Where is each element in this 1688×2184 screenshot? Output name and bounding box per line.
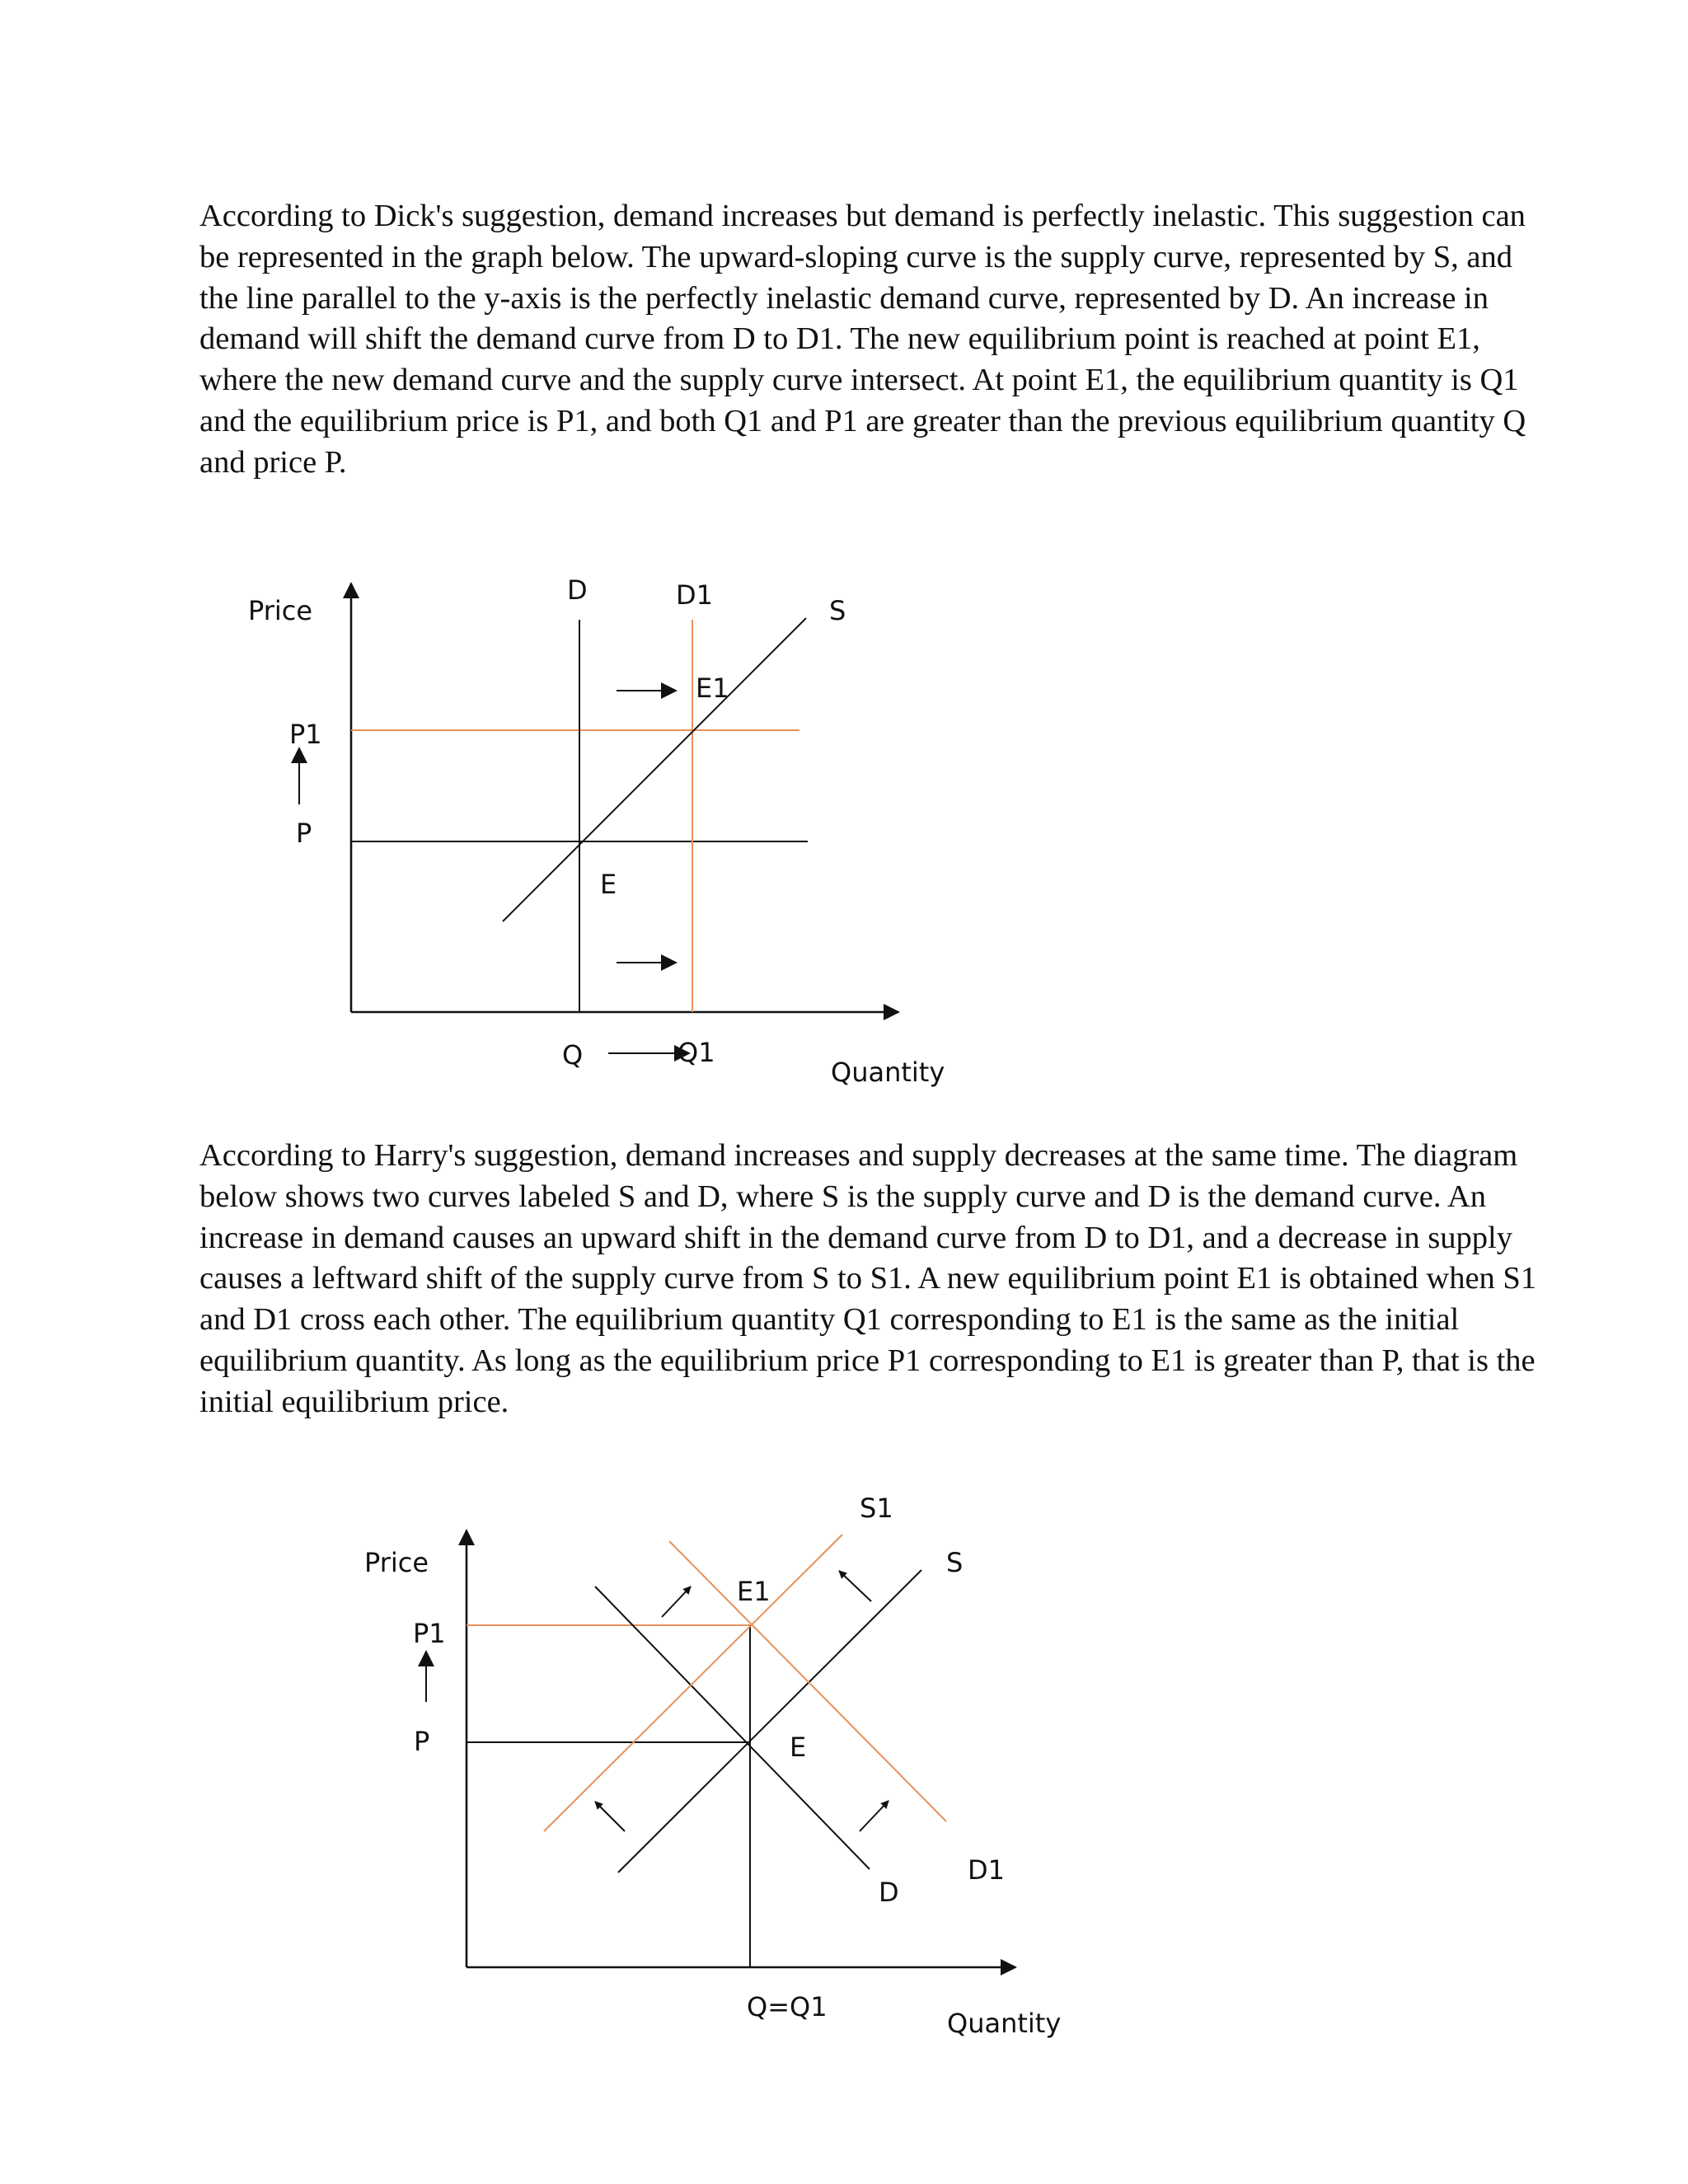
quantity-label: Q [562, 1039, 584, 1071]
y-axis-label: Price [364, 1547, 429, 1578]
new-quantity-label: Q1 [678, 1037, 715, 1068]
new-demand-label: D1 [968, 1854, 1005, 1886]
supply-curve [503, 618, 806, 921]
new-price-label: P1 [413, 1618, 446, 1649]
new-price-label: P1 [289, 719, 322, 750]
supply-shift-arrow-lower [595, 1802, 625, 1831]
paragraph-harry-suggestion: According to Harry's suggestion, demand increases and supply decreases at the same time. The diagram below shows two curves labeled S and D, where S is the supply curve and D is the demand curve. An increase in demand causes an upward shift in the demand curve from D to D1, and a decrease in supply causes a leftward shift of the supply curve from S to S1. A new equilibrium point E1 is obtained when S1 and D1 cross each other. The equilibrium quantity Q1 corresponding to E1 is the same as the initial equilibrium quantity. As long as the equilibrium price P1 corresponding to E1 is greater than P, that is the initial equilibrium price. [199, 1138, 1537, 1419]
new-demand-label: D1 [676, 579, 713, 611]
x-axis-label: Quantity [947, 2008, 1062, 2039]
quantity-label: Q=Q1 [747, 1991, 828, 2022]
price-label: P [296, 818, 312, 849]
new-supply-curve [544, 1535, 842, 1831]
y-axis-label: Price [248, 595, 313, 626]
demand-label: D [879, 1877, 899, 1908]
equilibrium-label: E [600, 869, 617, 900]
demand-curve [595, 1586, 870, 1869]
diagram-demand-up-supply-down [0, 1467, 1688, 2077]
x-axis-label: Quantity [831, 1057, 945, 1088]
demand-shift-arrow-upper [662, 1586, 691, 1617]
new-equilibrium-label: E1 [696, 673, 729, 704]
diagram-perfectly-inelastic-demand [0, 544, 1688, 1088]
demand-label: D [567, 574, 588, 606]
demand-shift-arrow-lower [860, 1801, 889, 1831]
price-label: P [414, 1726, 430, 1757]
new-equilibrium-label: E1 [737, 1576, 771, 1607]
paragraph-dick-suggestion: According to Dick's suggestion, demand increases but demand is perfectly inelastic. This suggestion can be represented in the graph below. The upward-sloping curve is the supply curve, represented by S, and the line parallel to the y-axis is the perfectly inelastic demand curve, represented by D. An increase in demand will shift the demand curve from D to D1. The new equilibrium point is reached at point E1, where the new demand curve and the supply curve intersect. At point E1, the equilibrium quantity is Q1 and the equilibrium price is P1, and both Q1 and P1 are greater than the previous equilibrium quantity Q and price P. [199, 199, 1526, 480]
supply-shift-arrow-upper [839, 1571, 871, 1601]
supply-label: S [946, 1547, 964, 1578]
equilibrium-label: E [790, 1732, 807, 1763]
new-supply-label: S1 [860, 1493, 893, 1524]
supply-label: S [829, 595, 846, 626]
